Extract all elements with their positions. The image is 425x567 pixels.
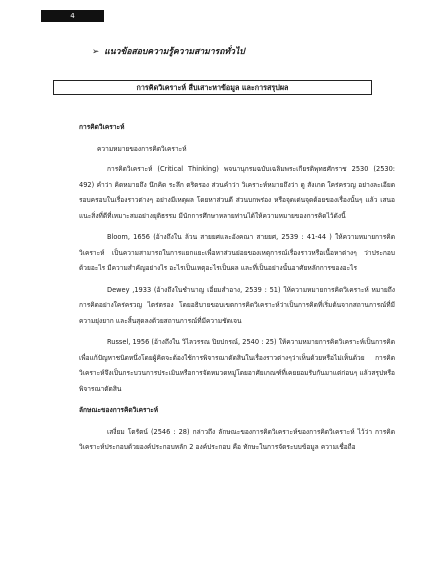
document-body <box>79 120 395 462</box>
subheading-characteristics: ลักษณะของการคิดวิเคราะห์ <box>79 406 159 414</box>
arrow-bullet-icon: ➢ <box>92 47 100 57</box>
paragraph: การคิดวิเคราะห์ (Critical Thinking) พจนานุกรมฉบับเฉลิมพระเกียรติพุทธศักราช 2530 (2530: 492) คำว่า คิดหมายถึง นึกคิด ระลึก ตริตรอง ส่วนคำว่า วิเคราะห์หมายถึงว่า ดู สังเกต ใคร่ครวญ อย่างละเอียดรอบครอบในเรื่องราวต่างๆ อย่างมีเหตุผล โดยหาส่วนดี ส่วนบกพร่อง หรือจุดเด่นจุดด้อยของเรื่องนั้นๆ แล้ว เสนอแนะสิ่งที่ดีที่เหมาะสมอย่างยุติธรรม มีนักการศึกษาหลายท่านได้ให้ความหมายของการคิดไว้ดังนี้ <box>79 165 395 220</box>
paragraph: เสงี่ยม โตรัตน์ (2546 : 28) กล่าวถึง ลักษณะของการคิดวิเคราะห์ของการคิดวิเคราะห์ ไว้ว่า การคิดวิเคราะห์ประกอบด้วยองค์ประกอบหลัก 2 องค์ประกอบ คือ ทักษะในการจัดระบบข้อมูล ความเชื่อถือ <box>79 427 395 451</box>
paragraph: Dewey ,1933 (อ้างถึงในชำนาญ เอี่ยมสำอาง, 2539 : 51) ให้ความหมายการคิดวิเคราะห์ หมายถึง การคิดอย่างใคร่ครวญ ไตร่ตรอง โดยอธิบายขอบเขตการคิดวิเคราะห์ว่าเป็นการคิดที่เริ่มต้นจากสถานการณ์ที่มีความยุ่งยาก และสิ้นสุดลงด้วยสถานการณ์ที่มีความชัดเจน <box>79 285 395 325</box>
section-heading-text: แนวข้อสอบความรู้ความสามารถทั่วไป <box>104 47 245 57</box>
label-meaning: ความหมายของการคิดวิเคราะห์ <box>97 144 187 153</box>
page-number: 4 <box>41 10 104 22</box>
section-heading <box>92 44 245 58</box>
paragraph: Russel, 1956 (อ้างถึงใน วิไลวรรณ ปิยปกรณ์, 2540 : 25) ให้ความหมายการคิดวิเคราะห์เป็นการคิดเพื่อแก้ปัญหาชนิดหนึ่งโดยผู้คิดจะต้องใช้การพิจารณาตัดสินในเรื่องราวต่างๆว่าเห็นด้วยหรือไม่เห็นด้วย การคิดวิเคราะห์จึงเป็นกระบวนการประเมินหรือการจัดหมวดหมู่โดยอาศัยเกณฑ์ที่เคยยอมรับกันมาแต่ก่อนๆ แล้วสรุปหรือพิจารณาตัดสิน <box>79 338 395 393</box>
paragraph: Bloom, 1656 (อ้างถึงใน ล้วน สายยศและอังคณา สายยศ, 2539 : 41-44 ) ให้ความหมายการคิดวิเคราะห์ เป็นความสามารถในการแยกแยะเพื่อหาส่วนย่อยของเหตุการณ์เรื่องราวหรือเนื้อหาต่างๆ ว่าประกอบด้วยอะไร มีความสำคัญอย่างไร อะไรเป็นเหตุอะไรเป็นผล และที่เป็นอย่างนั้นอาศัยหลักการของอะไร <box>79 233 395 272</box>
title-box: การคิดวิเคราะห์ สืบเสาะหาข้อมูล และการสรุปผล <box>53 80 372 95</box>
subheading-critical-thinking: การคิดวิเคราะห์ <box>79 123 125 131</box>
